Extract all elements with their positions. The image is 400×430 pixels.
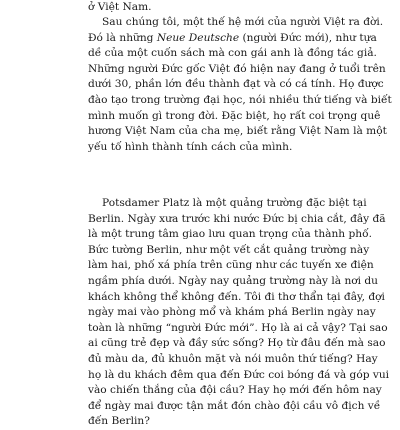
text-line: Berlin. Ngày xưa trước khi nước Đức bị chia cắt, đây đã [88,212,386,225]
text-line: toàn là những “người Đức mới”. Họ là ai cả vậy? Tại sao [88,321,388,334]
text-line: Bức tường Berlin, như một vết cắt quảng trường này [88,243,370,256]
text-line: đến Berlin? [88,415,150,428]
text-line: làm hai, phố xá phía trên cũng như các tuyến xe điện [88,259,374,272]
top-fragment [88,0,313,16]
paragraph-2 [88,196,390,430]
text-line: đủ màu da, đủ khuôn mặt và nói muôn thứ tiếng? Hay [88,352,378,365]
text-segment: (người Đức mới), như tựa [239,31,377,44]
text-line: ở Việt Nam. [88,1,152,13]
text-line: dưới 30, phần lớn đều thành đạt và có cá tính. Họ được [88,78,384,91]
text-line: ngầm phía dưới. Ngày nay quảng trường này là nơi du [88,274,379,287]
text-line: đào tạo trong trường đại học, nói nhiều thứ tiếng và biết [88,93,392,106]
italic-term: Neue Deutsche [156,31,240,44]
text-line: mình muốn gì trong đời. Đặc biệt, họ rất coi trọng quê [88,109,381,122]
text-line: họ là du khách đêm qua đến Đức coi bóng đá và góp vui [88,368,390,381]
text-line: để ngày mai được tận mắt đón chào đội cầu vô địch về [88,399,381,412]
text-line: ngày mai vào phòng mổ và khám phá Berlin ngày nay [88,306,376,319]
text-line: là một trung tâm giao lưu quan trọng của thành phố. [88,228,372,241]
paragraph-1 [88,15,392,155]
text-line: Potsdamer Platz là một quảng trường đặc biệt tại [102,197,367,209]
text-line: khách không thể không đến. Tôi đi thơ thẩn tại đây, đợi [88,290,385,303]
text-line: Sau chúng tôi, một thế hệ mới của người Việt ra đời. [102,16,384,28]
text-line: yếu tố hình thành tính cách của mình. [88,140,293,153]
text-segment: Đó là những [88,31,157,44]
text-line: hương Việt Nam của cha mẹ, biết rằng Việt Nam là một [88,125,387,138]
text-line: ai cũng trẻ đẹp và đầy sức sống? Họ từ đâu đến mà sao [88,337,386,350]
text-line: dề của một cuốn sách mà con gái anh là đồng tác giả. [88,47,377,60]
text-line: Những người Đức gốc Việt đó hiện nay đang ở tuổi trên [88,62,386,75]
text-line: vào chiến thắng của đội cầu? Hay họ mới đến hôm nay [88,384,382,397]
text-line [88,31,377,47]
